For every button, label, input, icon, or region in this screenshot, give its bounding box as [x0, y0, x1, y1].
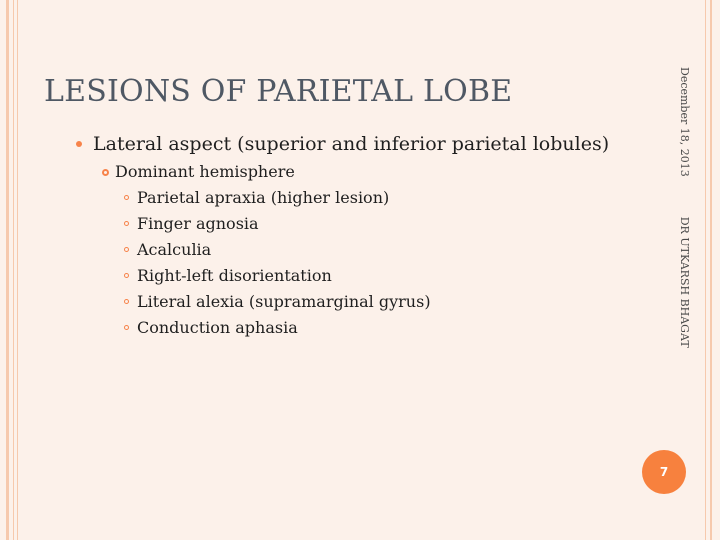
- slide-author: DR UTKARSH BHAGAT: [678, 216, 691, 348]
- bullet-ring-icon: [102, 169, 109, 176]
- left-decor-rule-thin: [13, 0, 14, 540]
- bullet-text: Finger agnosia: [137, 214, 259, 233]
- bullet-ring-icon: [124, 221, 129, 226]
- page-number-badge: [642, 450, 686, 494]
- bullet-level-3: [72, 291, 632, 317]
- bullet-ring-icon: [124, 325, 129, 330]
- bullet-level-3: [72, 239, 632, 265]
- bullet-level-3: [72, 187, 632, 213]
- bullet-level-3: [72, 317, 632, 343]
- bullet-dot-icon: [76, 141, 82, 147]
- bullet-text: Lateral aspect (superior and inferior parietal lobules): [93, 133, 610, 155]
- slide-footer-vertical: [676, 67, 692, 348]
- right-decor-rule-thin: [705, 0, 706, 540]
- left-decor-rule-thick: [6, 0, 9, 540]
- bullet-ring-icon: [124, 299, 129, 304]
- slide-body: [72, 131, 632, 343]
- bullet-text: Literal alexia (supramarginal gyrus): [137, 292, 431, 311]
- bullet-text: Dominant hemisphere: [115, 162, 295, 181]
- bullet-text: Parietal apraxia (higher lesion): [137, 188, 390, 207]
- bullet-ring-icon: [124, 195, 129, 200]
- bullet-level-3: [72, 213, 632, 239]
- bullet-text: Acalculia: [137, 240, 212, 259]
- bullet-text: Conduction aphasia: [137, 318, 298, 337]
- bullet-ring-icon: [124, 273, 129, 278]
- slide-title: LESIONS OF PARIETAL LOBE: [44, 74, 513, 109]
- bullet-text: Right-left disorientation: [137, 266, 332, 285]
- slide-date: December 18, 2013: [678, 67, 691, 177]
- bullet-level-1: [72, 131, 632, 161]
- page-number: 7: [659, 465, 669, 479]
- right-decor-rule-thick: [710, 0, 712, 540]
- bullet-level-3: [72, 265, 632, 291]
- left-decor-rule-thin-inner: [17, 0, 18, 540]
- bullet-ring-icon: [124, 247, 129, 252]
- bullet-level-2: [72, 161, 632, 187]
